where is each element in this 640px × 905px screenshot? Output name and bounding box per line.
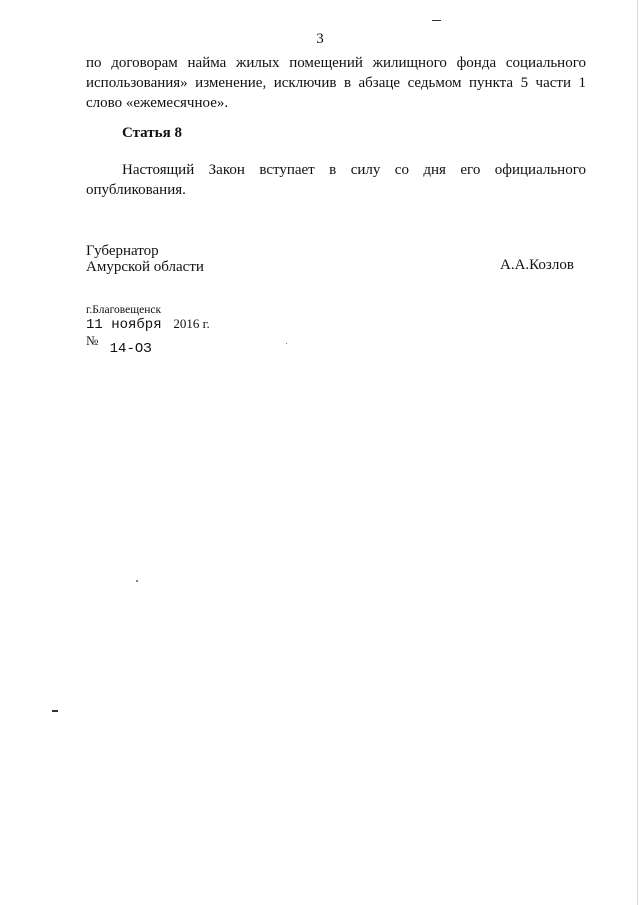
scan-speck [136, 580, 138, 582]
article-line-2: опубликования. [86, 182, 186, 198]
signatory-title-line-1: Губернатор [86, 243, 159, 259]
amendment-line-3: слово «ежемесячное». [86, 95, 229, 111]
date-row [86, 316, 210, 333]
date-year: 2016 г. [173, 316, 210, 331]
article-paragraph [86, 160, 586, 200]
amendment-line-1: по договорам найма жилых помещений жилищного фонда социального [86, 55, 586, 71]
date-day-month: 11 ноября [86, 317, 162, 333]
amendment-line-2: использования» изменение, исключив в абзаце седьмом пункта 5 части 1 [86, 75, 586, 91]
amendment-paragraph [86, 53, 586, 113]
number-sign: № [86, 333, 99, 348]
scan-mark [52, 710, 58, 712]
law-number: 14-ОЗ [109, 341, 152, 357]
scan-mark [432, 20, 441, 21]
signatory-title [86, 243, 204, 275]
article-heading: Статья 8 [122, 125, 182, 141]
signatory-title-line-2: Амурской области [86, 259, 204, 275]
law-number-row [86, 333, 152, 357]
scan-speck [286, 343, 287, 344]
scan-edge [637, 0, 638, 905]
signatory-name: А.А.Козлов [500, 257, 574, 273]
page-number: 3 [316, 31, 324, 47]
city-label: г.Благовещенск [86, 304, 162, 316]
article-line-1: Настоящий Закон вступает в силу со дня его официального [122, 162, 586, 178]
